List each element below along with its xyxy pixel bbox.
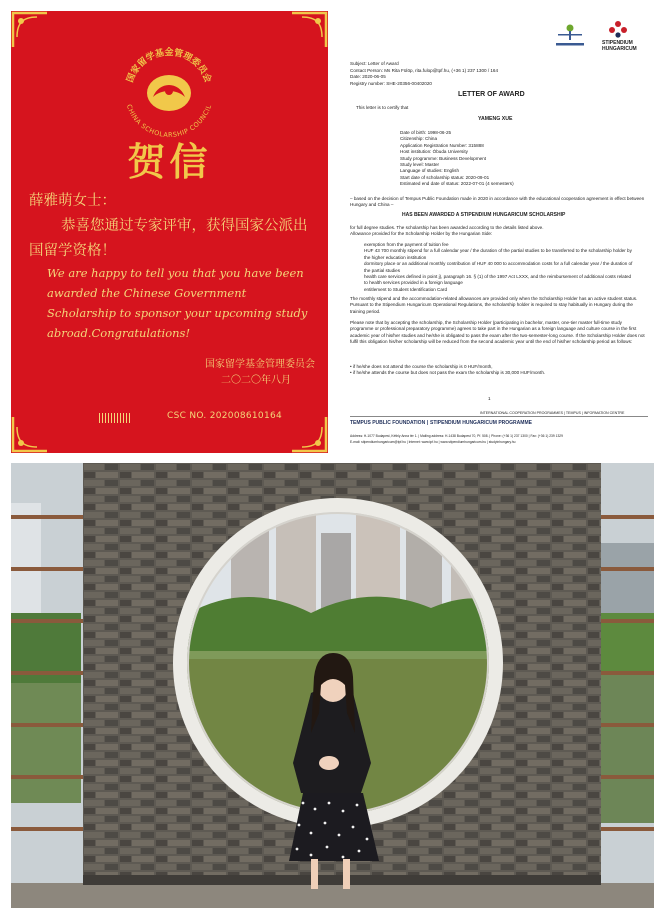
registry-number: Registry number: SHE-20356-00402020	[350, 80, 432, 86]
reduction-1: • if he/she does not attend the course the scholarship is 0 HUF/month,	[350, 364, 493, 369]
footer-brand-left: TEMPUS PUBLIC FOUNDATION |	[350, 420, 428, 426]
corner-ornament-icon	[290, 415, 328, 453]
issue-date: 二〇二〇年八月	[221, 375, 291, 386]
detail-line: Language of studies: English	[400, 168, 459, 174]
letter-title: LETTER OF AWARD	[458, 91, 525, 98]
list-item: health care services defined in point j), paragraph 16. § (1) of the 1997 Act LXXX, and the reimbursement of additional costs related to health services provided in a foreign language	[364, 274, 632, 286]
detail-line: Start date of scholarship status: 2020-09-01	[400, 174, 490, 180]
corner-ornament-icon	[290, 11, 328, 49]
language-course-paragraph: Please note that by accepting the scholarship, the Scholarship Holder (participating in bachelor, master, one-tier master full-time study programme or professional preparatory programme) agrees to take part in the Hungarian as a foreign language and culture course in the first academic year of his/her studies and he/she is obligated to pass the exam after the two-semester-long course. If the Scholarship Holder does not fulfil this obligation his/her scholarship will be reduced from the second academic year until the end of his/her scholarship period as follows:	[350, 320, 645, 345]
period-text-2: Allowance provided for the Scholarship Holder by the Hungarian Side:	[350, 231, 493, 237]
reduction-2: • if he/she attends the course but does not pass the exam the scholarship is 30,000 HUF/month.	[350, 370, 546, 376]
contact-person: Contact Person: Ms Rita Fülöp, rita.fulop@tpf.hu, (+36 1) 237 1300 / 164	[350, 67, 499, 73]
list-item: exemption from the payment of tuition fee	[364, 242, 449, 247]
tempus-logo-icon	[550, 22, 590, 48]
detail-line: Study level: Master	[400, 162, 440, 167]
graduation-photo	[11, 463, 654, 908]
footer-programmes: INTERNATIONAL COOPERATION PROGRAMMES | TEMPUS | INFORMATION CENTRE	[480, 411, 625, 415]
awarded-heading: HAS BEEN AWARDED A STIPENDIUM HUNGARICUM SCHOLARSHIP	[402, 212, 566, 218]
page-number: 1	[488, 396, 491, 401]
corner-ornament-icon	[11, 415, 49, 453]
stipend-paragraph: The monthly stipend and the accommodation-related allowances are provided only when the Scholarship Holder has an active student status. Pursuant to the Stipendium Hungaricum Operational Regulations, the scholarship holder is required to stay habitually in Hungary during the training period.	[350, 296, 638, 314]
congrats-cn-line-1: 恭喜您通过专家评审，获得国家公派出	[61, 218, 308, 234]
letter-of-award	[340, 14, 654, 454]
detail-line: Host institution: Óbuda University	[400, 149, 468, 155]
barcode-icon	[99, 413, 131, 423]
subject: Subject: Letter of Award	[350, 61, 399, 66]
period-text-1: for full degree studies. The scholarship has been awarded according to the details listed above.	[350, 225, 544, 230]
congrats-cn-line-2: 国留学资格！	[29, 243, 116, 259]
svg-text:CHINA SCHOLARSHIP COUNCIL: CHINA SCHOLARSHIP COUNCIL	[124, 103, 214, 140]
photo-scene	[11, 463, 654, 908]
footer-divider	[350, 416, 648, 417]
svg-text:国家留学基金管理委员会: 国家留学基金管理委员会	[125, 48, 213, 85]
detail-line: Citizenship: China	[400, 136, 438, 142]
detail-line: Date of birth: 1998-06-25	[400, 130, 452, 135]
detail-line: Application Registration Number: 315888	[400, 142, 484, 148]
certify-text: This letter is to certify that	[356, 105, 409, 110]
footer-address: Address: H-1077 Budapest, Kéthly Anna tér 1. | Mailing address: H-1438 Budapest 70, Pf. 508. | Phone: (+36 1) 237 1300 | Fax: (+36 1) 239 1329	[350, 434, 563, 438]
list-item: entitlement to Student Identification Card	[364, 286, 447, 292]
csc-seal-logo	[109, 41, 229, 141]
stipendium-logo-icon	[608, 20, 628, 38]
footer-brand-right: STIPENDIUM HUNGARICUM PROGRAMME	[430, 420, 532, 426]
corner-ornament-icon	[11, 11, 49, 49]
stipendium-logo-line-1: STIPENDIUM	[602, 40, 633, 46]
detail-line: Estimated end date of status: 2022-07-01 (4 semesters)	[400, 181, 514, 187]
recipient-name: YAMENG XUE	[478, 116, 513, 122]
certificate-number: CSC NO. 202008610164	[167, 411, 283, 421]
list-item: dormitory place or an additional monthly contribution of HUF 40 000 to accommodation costs for a full calendar year / the duration of the partial studies	[364, 261, 633, 273]
issuer: 国家留学基金管理委员会	[205, 359, 315, 370]
stipendium-logo-line-2: HUNGARICUM	[602, 46, 637, 52]
salutation: 薛雅萌女士：	[29, 193, 116, 209]
letter-date: Date: 2020-06-05	[350, 74, 386, 79]
basis-text: – based on the decision of Tempus Public Foundation made in 2020 in accordance with the educational cooperation agreement in effect between Hungary and China –	[350, 196, 645, 208]
footer-contacts: E-mail: stipendiumhungaricum@tpf.hu | Internet: www.tpf.hu | www.stipendiumhungaricum.hu | studyinhungary.hu	[350, 440, 516, 444]
letter-title: 贺信	[127, 139, 212, 184]
detail-line: Study programme: Business Development	[400, 155, 487, 161]
allowance-list	[364, 242, 634, 293]
list-item: HUF 43 700 monthly stipend for a full calendar year / the duration of the partial studies to be transferred to the scholarship holder by the higher education institution	[364, 248, 632, 260]
congratulation-letter	[11, 11, 328, 453]
congrats-en-text: We are happy to tell you that you have been awarded the Chinese Government Scholarship to sponsor your upcoming study abroad.Congratulations!	[47, 266, 308, 340]
